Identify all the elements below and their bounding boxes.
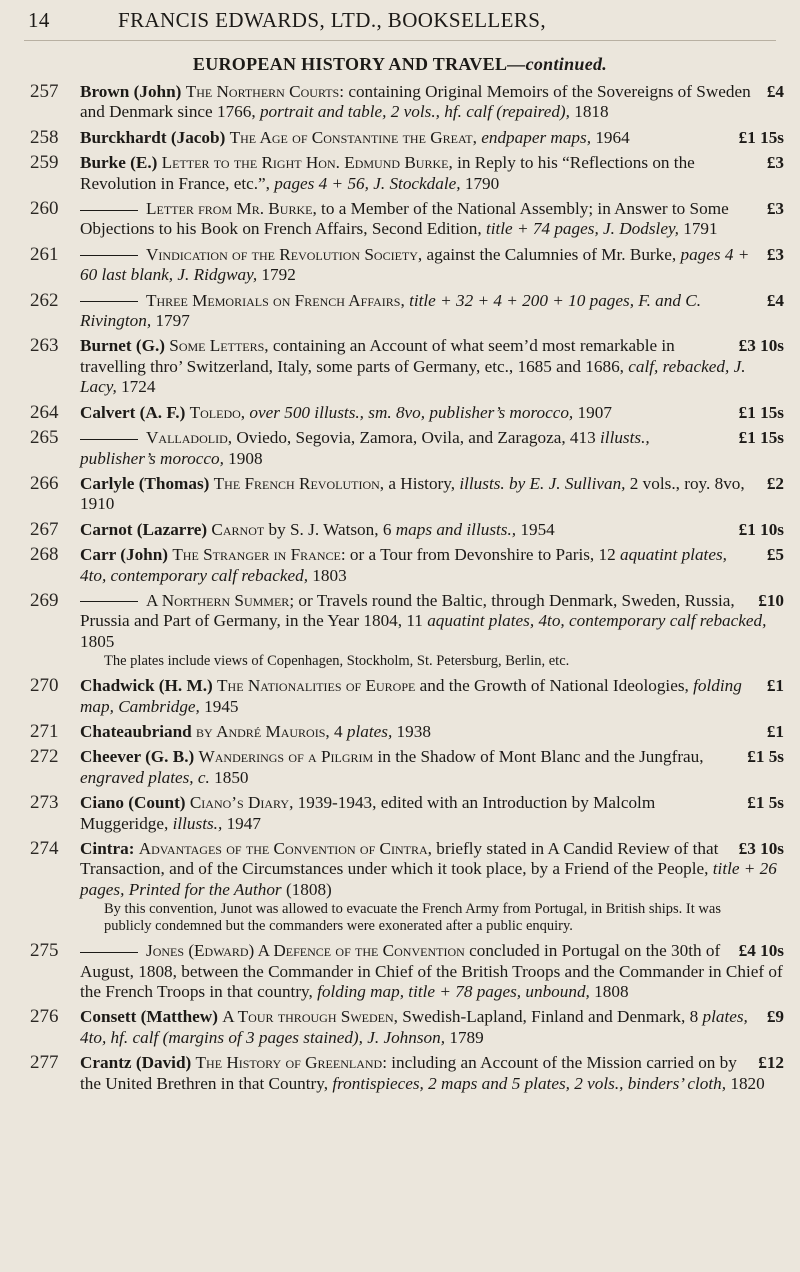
book-title: The French Revolution, [213, 473, 385, 493]
price: £4 10s [738, 941, 784, 961]
book-title: Advantages of the Convention of Cintra, [138, 839, 432, 858]
physical-details: illusts., [172, 813, 223, 833]
description: in the Shadow of Mont Blanc and the Jungfrau, [377, 747, 704, 767]
physical-details: plates, [346, 721, 393, 741]
physical-details: illusts. by E. J. Sullivan, [459, 473, 626, 493]
price: £3 10s [738, 839, 784, 858]
price: £1 15s [738, 127, 784, 147]
price: £3 [766, 244, 784, 264]
description: containing an Account of what seem’d most remarkable in travelling thro’ Switzerland, Italy, some parts of Germany, etc., 1685 and 1686, [80, 336, 675, 376]
lot-number: 269 [30, 589, 59, 611]
price: £1 [766, 721, 784, 741]
imprint-year: 1947 [226, 813, 261, 833]
author: Burnet (G.) [80, 336, 165, 356]
lot-number: 262 [30, 289, 59, 311]
list-item [0, 82, 800, 123]
lot-number: 272 [30, 746, 59, 768]
imprint-year: 1938 [396, 721, 431, 741]
description: to a Member of the National Assembly; in Answer to Some Objections to his Book on French Affairs, Second Edition, [80, 199, 729, 239]
price: £1 [766, 676, 784, 696]
imprint-year: 1805 [80, 631, 115, 651]
imprint-year: 1954 [520, 519, 555, 539]
imprint-year: 1850 [214, 767, 249, 787]
list-item [0, 128, 800, 148]
physical-details: frontispieces, 2 maps and 5 plates, 2 vols., binders’ cloth, [332, 1073, 727, 1093]
author: Calvert (A. F.) [80, 402, 186, 422]
list-item [0, 520, 800, 540]
imprint-year: 1724 [121, 377, 156, 397]
lot-number: 263 [30, 335, 59, 357]
price: £12 [758, 1053, 784, 1073]
author: Chateaubriand [80, 721, 192, 741]
imprint-year: 1907 [577, 402, 612, 422]
lot-number: 270 [30, 675, 59, 697]
ditto-rule [80, 301, 138, 302]
description: containing Original Memoirs of the Sovereigns of Sweden and Denmark since 1766, [80, 82, 751, 122]
list-item [0, 336, 800, 397]
physical-details: folding map, Cambridge, [80, 676, 742, 716]
description: Oviedo, Segovia, Zamora, Ovila, and Zaragoza, 413 [236, 428, 596, 448]
list-item [0, 291, 800, 332]
list-item [0, 793, 800, 834]
lot-number: 264 [30, 401, 59, 423]
lot-number: 259 [30, 152, 59, 174]
page-number: 14 [28, 8, 50, 32]
author: Brown (John) [80, 82, 182, 101]
lot-number: 267 [30, 518, 59, 540]
price: £3 [766, 199, 784, 219]
book-title: Letter from Mr. Burke, [146, 199, 317, 219]
list-item [0, 839, 800, 900]
description: and the Growth of National Ideologies, [419, 676, 689, 696]
description: by S. J. Watson, 6 [268, 519, 392, 539]
lot-number: 268 [30, 544, 59, 566]
price: £4 [766, 82, 784, 101]
price: £10 [758, 590, 784, 610]
imprint-year: 1818 [574, 102, 609, 122]
bookseller-name: FRANCIS EDWARDS, LTD., BOOKSELLERS, [118, 8, 547, 32]
physical-details: maps and illusts., [395, 519, 517, 539]
description: briefly stated in A Candid Review of that Transaction, and of the Circumstances under which it took place, by a Friend of the People, [80, 839, 719, 879]
list-item [0, 591, 800, 652]
lot-number: 261 [30, 243, 59, 265]
physical-details: pages 4 + 60 last blank, J. Ridgway, [80, 244, 750, 285]
running-head [28, 8, 760, 33]
price: £1 5s [747, 793, 784, 813]
author: Crantz (David) [80, 1053, 192, 1073]
price: £4 [766, 290, 784, 310]
physical-details: title + 32 + 4 + 200 + 10 pages, F. and C. Rivington, [80, 290, 702, 331]
price: £1 15s [738, 428, 784, 448]
author: Cintra: [80, 839, 135, 858]
physical-details: engraved plates, c. [80, 767, 210, 787]
lot-number: 277 [30, 1052, 59, 1074]
imprint-year: 1964 [595, 127, 630, 147]
ditto-rule [80, 439, 138, 440]
author: Burckhardt (Jacob) [80, 127, 226, 147]
author: Burke (E.) [80, 153, 158, 173]
description: in Reply to his “Reflections on the Revolution in France, etc.”, [80, 153, 695, 193]
book-title: Wanderings of a Pilgrim [198, 747, 374, 767]
ditto-rule [80, 601, 138, 602]
physical-details: illusts., publisher’s morocco, [80, 428, 650, 468]
list-item [0, 428, 800, 469]
description: 4 [334, 721, 343, 741]
book-title: The History of Greenland: [195, 1053, 387, 1073]
imprint-year: 1808 [594, 982, 629, 1002]
header-rule [24, 40, 776, 41]
lot-number: 276 [30, 1006, 59, 1028]
physical-details: endpaper maps, [481, 127, 592, 147]
list-item [0, 199, 800, 240]
book-title: The Age of Constantine the Great, [229, 127, 477, 147]
author: Carnot (Lazarre) [80, 519, 208, 539]
list-item [0, 747, 800, 788]
author: Consett (Matthew) [80, 1007, 218, 1027]
book-title: A Tour through Sweden, [222, 1007, 398, 1027]
physical-details: plates, 4to, hf. calf (margins of 3 pages stained), J. Johnson, [80, 1007, 748, 1047]
book-title: Letter to the Right Hon. Edmund Burke, [161, 153, 453, 173]
ditto-rule [80, 255, 138, 256]
entry-list [0, 82, 800, 1099]
entry-note: By this convention, Junot was allowed to evacuate the French Army from Portugal, in British ships. It was publicly condemned but the commanders were exonerated after a public enquiry. [104, 901, 721, 935]
description: a History, [388, 473, 456, 493]
author: Carlyle (Thomas) [80, 473, 210, 493]
author: Ciano (Count) [80, 793, 186, 813]
lot-number: 265 [30, 427, 59, 449]
book-title: The Nationalities of Europe [217, 676, 416, 696]
book-title: Some Letters, [169, 336, 269, 356]
book-title: Carnot [211, 519, 265, 539]
price: £2 [766, 473, 784, 493]
list-item [0, 474, 800, 515]
description: Swedish-Lapland, Finland and Denmark, 8 [402, 1007, 699, 1027]
section-title [0, 54, 800, 75]
physical-details: pages 4 + 56, J. Stockdale, [274, 173, 461, 193]
book-title: Vindication of the Revolution Society, [146, 244, 423, 264]
list-item [0, 153, 800, 194]
list-item [0, 1053, 800, 1094]
description: including an Account of the Mission carried on by the United Brethren in that Country, [80, 1053, 737, 1093]
physical-details: over 500 illusts., sm. 8vo, publisher’s morocco, [249, 402, 574, 422]
description: against the Calumnies of Mr. Burke, [426, 244, 677, 264]
imprint-year: 1908 [228, 448, 263, 468]
price: £1 10s [738, 519, 784, 539]
price: £1 15s [738, 402, 784, 422]
book-title: Jones (Edward) A Defence of the Convention [146, 941, 465, 961]
list-item [0, 545, 800, 586]
list-item [0, 722, 800, 742]
description: or Travels round the Baltic, through Denmark, Sweden, Russia, Prussia and Part of Germany, in the Year 1804, 11 [80, 590, 735, 631]
price: £3 10s [738, 336, 784, 356]
lot-number: 271 [30, 720, 59, 742]
book-title: by André Maurois, [196, 721, 330, 741]
entry-note: The plates include views of Copenhagen, Stockholm, St. Petersburg, Berlin, etc. [104, 653, 570, 670]
section-continued: —continued. [507, 54, 608, 74]
price: £9 [766, 1007, 784, 1027]
ditto-rule [80, 952, 138, 953]
list-item [0, 403, 800, 423]
list-item [0, 245, 800, 286]
description: concluded in Portugal on the 30th of August, 1808, between the Commander in Chief of the British Troops and the Commander in Chief of the French Troops in that country, [80, 941, 783, 1002]
book-title: Toledo, [189, 402, 246, 422]
lot-number: 275 [30, 940, 59, 962]
description: 1939-1943, edited with an Introduction by Malcolm Muggeridge, [80, 793, 656, 833]
author: Carr (John) [80, 545, 169, 565]
physical-details: calf, rebacked, J. Lacy, [80, 356, 746, 397]
author: Cheever (G. B.) [80, 747, 195, 767]
imprint-year: 1797 [155, 311, 190, 331]
lot-number: 257 [30, 81, 59, 102]
imprint-year: 1790 [464, 173, 500, 193]
description: or a Tour from Devonshire to Paris, 12 [349, 545, 616, 565]
book-title: Three Memorials on French Affairs, [146, 290, 405, 310]
ditto-rule [80, 210, 138, 211]
imprint-year: 1820 [730, 1073, 765, 1093]
imprint-year: 1945 [204, 696, 239, 716]
physical-details: title + 74 pages, J. Dodsley, [485, 219, 679, 239]
price: £5 [766, 545, 784, 565]
price: £3 [766, 153, 784, 173]
price: £1 5s [747, 747, 784, 767]
lot-number: 266 [30, 472, 59, 494]
imprint-year: 1789 [449, 1027, 484, 1047]
physical-details: folding map, title + 78 pages, unbound, [317, 982, 590, 1002]
physical-details: portrait and table, 2 vols., hf. calf (repaired), [259, 102, 570, 122]
imprint-year: 1791 [683, 219, 718, 239]
imprint-year: 1803 [312, 565, 347, 585]
imprint-year: (1808) [285, 879, 332, 899]
imprint-year: 2 vols., roy. 8vo, 1910 [80, 473, 745, 514]
lot-number: 273 [30, 792, 59, 814]
list-item [0, 676, 800, 717]
lot-number: 274 [30, 838, 59, 859]
imprint-year: 1792 [261, 265, 296, 285]
book-title: A Northern Summer; [146, 590, 295, 610]
author: Chadwick (H. M.) [80, 676, 213, 696]
lot-number: 260 [30, 198, 59, 220]
book-title: Ciano’s Diary, [189, 793, 294, 813]
list-item [0, 1007, 800, 1048]
physical-details: aquatint plates, 4to, contemporary calf rebacked, [427, 611, 767, 631]
physical-details: title + 26 pages, Printed for the Author [80, 859, 777, 899]
book-title: The Stranger in France: [172, 545, 346, 565]
list-item [0, 941, 800, 1002]
physical-details: aquatint plates, 4to, contemporary calf rebacked, [80, 545, 727, 585]
book-title: Valladolid, [146, 428, 233, 448]
lot-number: 258 [30, 126, 59, 148]
section-title-text: EUROPEAN HISTORY AND TRAVEL [192, 54, 508, 74]
book-title: The Northern Courts: [185, 82, 345, 101]
